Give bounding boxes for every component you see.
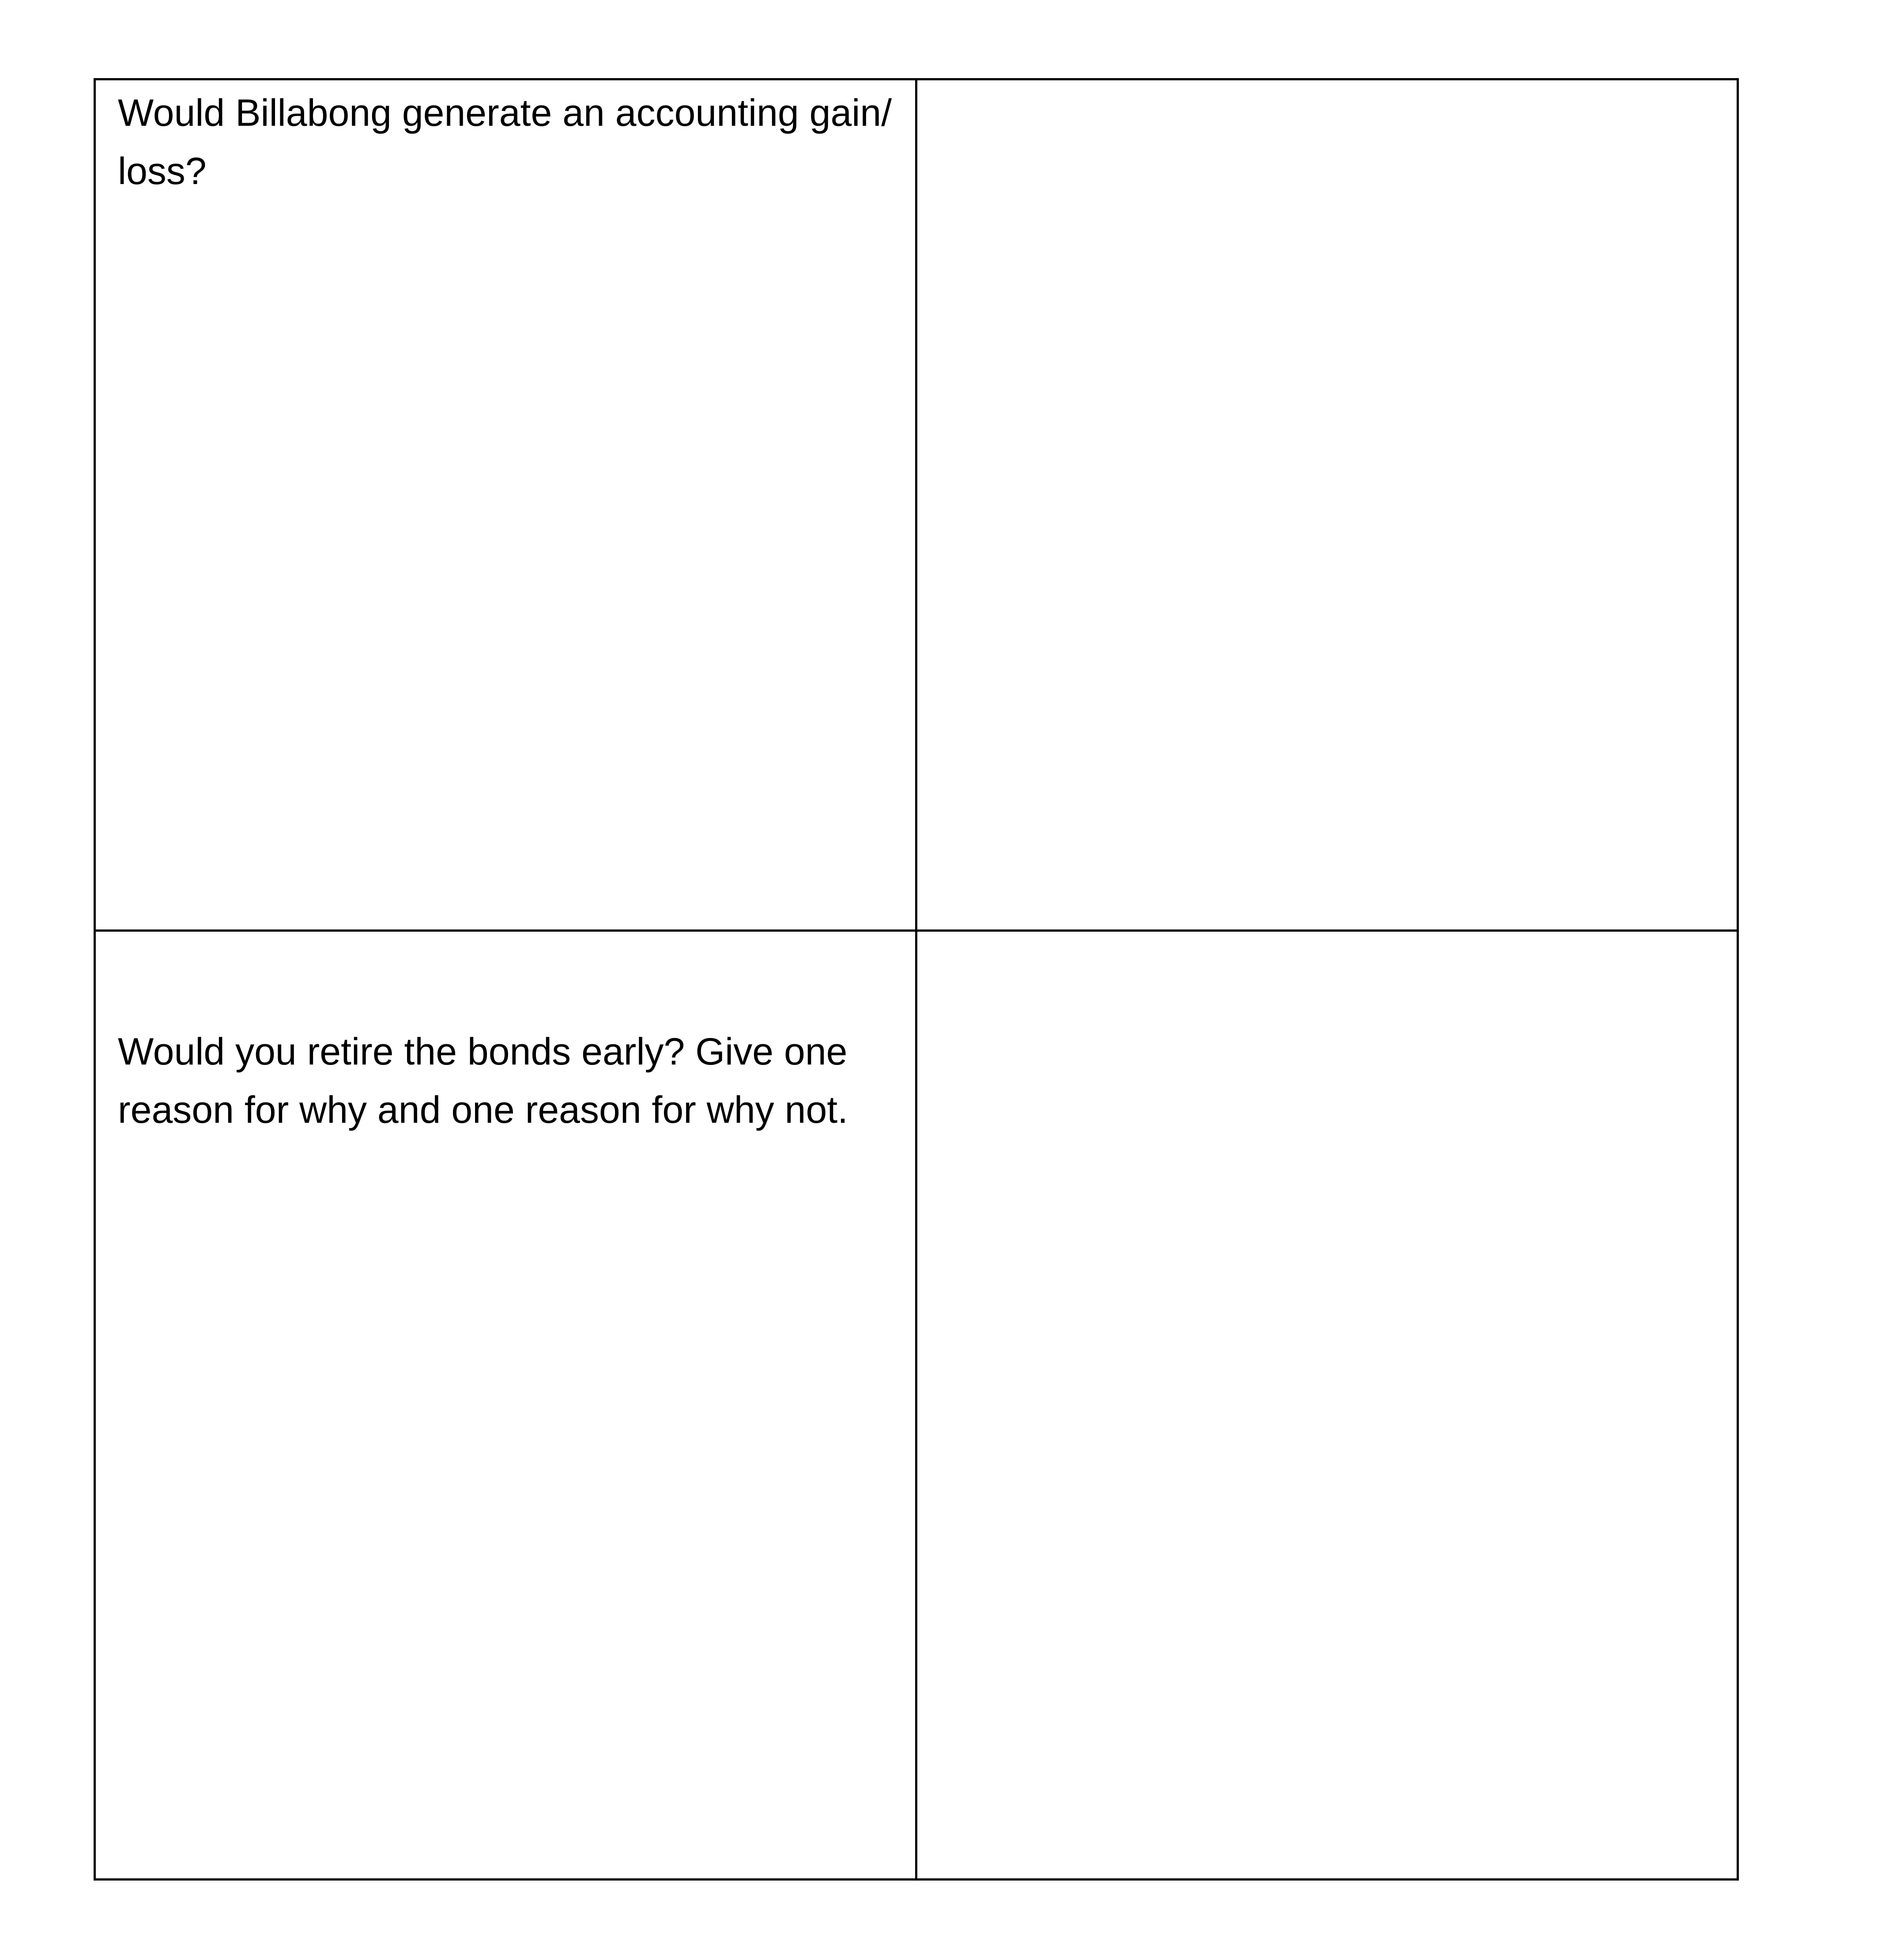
question-row xyxy=(95,79,1738,931)
question-text: Would you retire the bonds early? Give one reason for why and one reason for why not. xyxy=(118,1031,848,1131)
question-cell xyxy=(95,931,916,1880)
question-row xyxy=(95,931,1738,1880)
worksheet-table xyxy=(94,78,1739,1881)
question-cell xyxy=(95,79,916,931)
question-text: Would Billabong generate an accounting gain/ loss? xyxy=(118,92,892,192)
answer-cell[interactable] xyxy=(916,931,1738,1880)
answer-cell[interactable] xyxy=(916,79,1738,931)
